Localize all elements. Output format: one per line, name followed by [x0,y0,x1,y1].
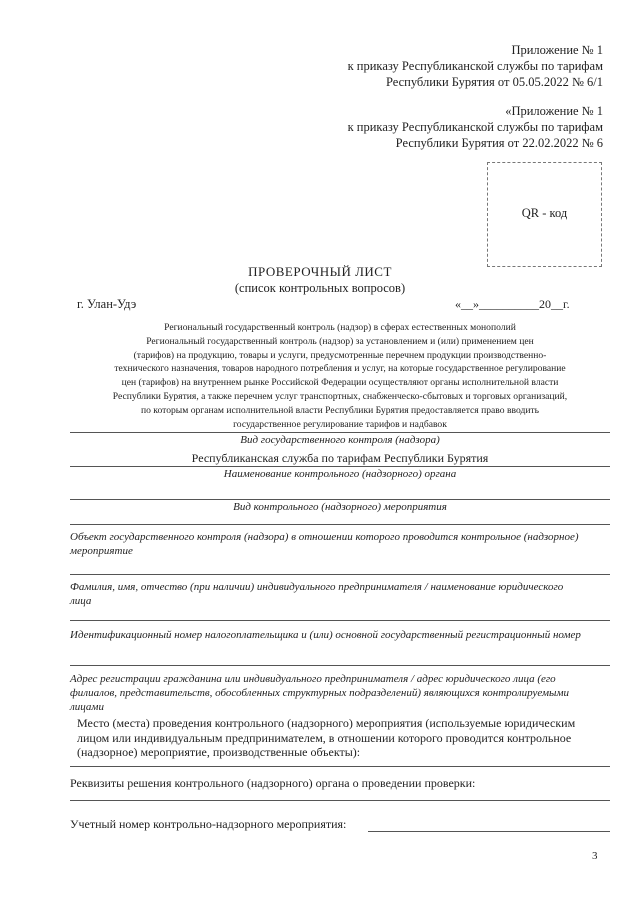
intro-line: государственное регулирование тарифов и надбавок [233,418,447,430]
field-line [70,620,610,621]
address-label: Адрес регистрации гражданина или индивидуального предпринимателя / адрес юридического лица (его филиалов, представительств, обособленных структурных подразделений) являющихся контролируемыми лицами [70,673,569,713]
field-line [368,831,610,832]
appendix-line: Республики Бурятия от 05.05.2022 № 6/1 [385,75,603,89]
control-type-label: Вид государственного контроля (надзора) [240,434,440,446]
intro-line: Региональный государственный контроль (надзор) в сферах естественных монополий [164,322,516,333]
intro-paragraph [70,321,610,431]
person-label: Фамилия, имя, отчество (при наличии) индивидуального предпринимателя / наименование юридического лица [70,581,564,607]
event-type-label: Вид контрольного (надзорного) мероприятия [233,501,447,513]
page-number: 3 [592,850,598,862]
field-line [70,524,610,525]
agency-label: Наименование контрольного (надзорного) органа [223,468,457,480]
intro-line: по которым органам исполнительной власти Республики Бурятия предоставляется право вводить [140,404,540,416]
city: г. Улан-Удэ [77,297,137,311]
page-title: ПРОВЕРОЧНЫЙ ЛИСТ [248,264,392,279]
appendix-line: к приказу Республиканской службы по тарифам [347,120,603,134]
inn-label: Идентификационный номер налогоплательщика и (или) основной государственный регистрационный номер [70,629,581,641]
field-line [70,665,610,666]
appendix-header-original [243,103,603,151]
place-label: Место (места) проведения контрольного (надзорного) мероприятия (используемые юридическим лицом или индивидуальным предпринимателем, в отношении которого проводится контрольное (надзорное) мероприятие, производственные объекты): [77,716,576,759]
decision-label: Реквизиты решения контрольного (надзорного) органа о проведении проверки: [70,776,476,790]
object-label: Объект государственного контроля (надзора) в отношении которого проводится контрольное (надзорное) мероприятие [70,531,579,557]
intro-line: цен (тарифов) на внутреннем рынке Российской Федерации осуществляют органы исполнительной власти [121,377,559,389]
appendix-header-current [243,42,603,90]
agency-value: Республиканская служба по тарифам Республики Бурятия [191,451,489,465]
appendix-line: Республики Бурятия от 22.02.2022 № 6 [395,136,603,150]
intro-line: технического назначения, товаров народного потребления и услуг, на которые государственное регулирование [114,363,566,375]
date-placeholder: «__»__________20__г. [455,297,570,311]
appendix-line: Приложение № 1 [511,43,603,57]
field-line [70,800,610,801]
qr-label: QR - код [521,206,568,220]
intro-line: (тарифов) на продукцию, товары и услуги, предусмотренные перечнем продукции производственно- [133,349,547,361]
qr-code-box [487,162,602,267]
record-number-label: Учетный номер контрольно-надзорного мероприятия: [70,817,347,831]
appendix-line: к приказу Республиканской службы по тарифам [347,59,603,73]
intro-line: Республики Бурятия, а также перечнем услуг транспортных, снабженческо-сбытовых и торговых организаций, [112,390,568,402]
appendix-line: «Приложение № 1 [505,104,603,118]
intro-line: Региональный государственный контроль (надзор) за установлением и (или) применением цен [146,335,534,347]
field-line [70,766,610,767]
field-line [70,574,610,575]
page-subtitle: (список контрольных вопросов) [234,281,406,295]
